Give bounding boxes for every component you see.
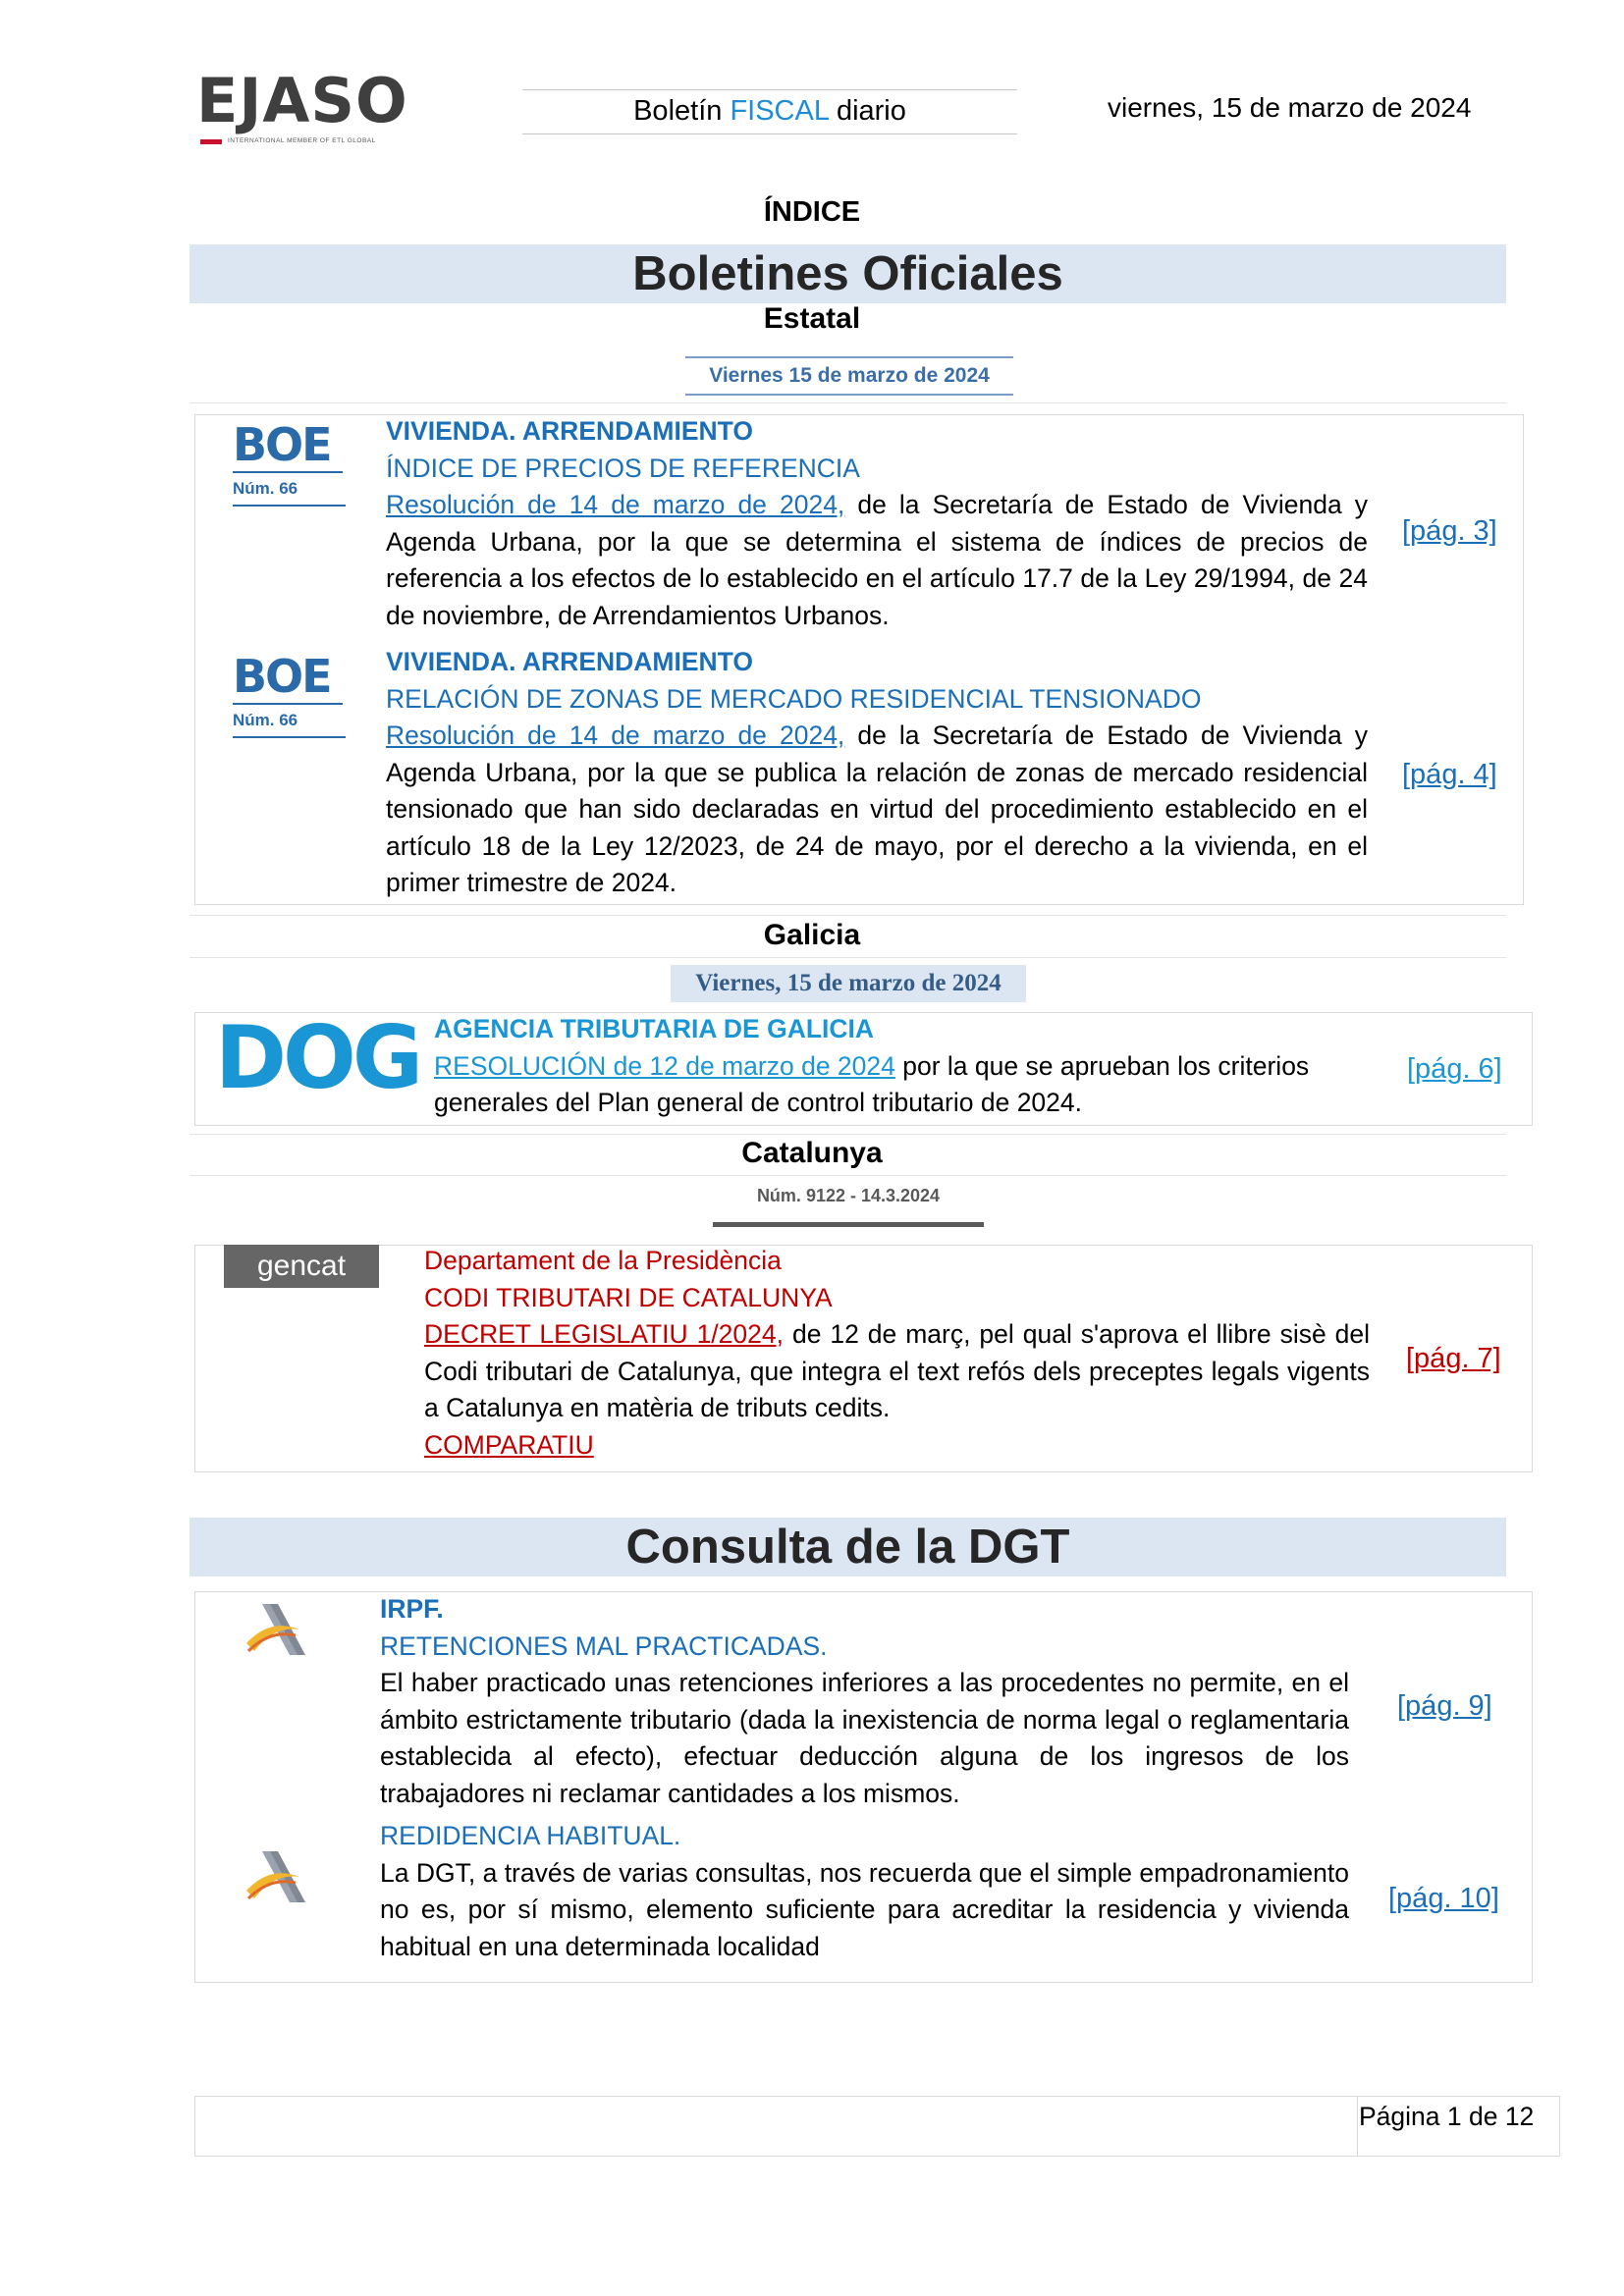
section-band-dgt: Consulta de la DGT [189, 1518, 1506, 1576]
subhead-catalunya: Catalunya [741, 1137, 883, 1169]
divider [189, 1134, 1506, 1135]
index-title: ÍNDICE [763, 196, 861, 228]
boe-number: Núm. 66 [233, 479, 346, 507]
dgt-entry-1 [380, 1591, 1349, 1812]
boe-rule [233, 703, 343, 705]
entry-link[interactable]: Resolución de 14 de marzo de 2024, [386, 721, 845, 750]
page-ref-link[interactable]: [pág. 4] [1402, 759, 1497, 790]
boe-mark: BOE [233, 650, 331, 703]
entry-category: IRPF. [380, 1594, 444, 1624]
bulletin-prefix: Boletín [633, 95, 731, 127]
footer-box [194, 2096, 1560, 2157]
entry-category: AGENCIA TRIBUTARIA DE GALICIA [434, 1014, 875, 1043]
estatal-entry-2 [386, 644, 1368, 902]
entry-subtitle: CODI TRIBUTARI DE CATALUNYA [424, 1282, 833, 1312]
header-date: viernes, 15 de marzo de 2024 [1108, 92, 1472, 123]
entry-subtitle: REDIDENCIA HABITUAL. [380, 1821, 681, 1850]
ejaso-logo [196, 65, 432, 149]
date-tab-galicia: Viernes, 15 de marzo de 2024 [671, 965, 1026, 1002]
comparativo-link[interactable]: COMPARATIU [424, 1429, 594, 1460]
entry-category: VIVIENDA. ARRENDAMIENTO [386, 647, 753, 676]
divider [189, 1175, 1506, 1176]
footer-divider [1357, 2097, 1358, 2156]
galicia-entry [434, 1011, 1357, 1122]
boe-logo [233, 652, 346, 738]
entry-body [386, 718, 1368, 902]
num-tab-bar [713, 1222, 984, 1227]
page-ref-link[interactable]: [pág. 9] [1397, 1690, 1492, 1722]
entry-body-text: de 12 de març, pel qual s'aprova el llibre sisè del Codi tributari de Catalunya, que integra el text refós dels preceptes legals vigents a Catalunya en matèria de tributs cedits. [424, 1319, 1371, 1422]
boe-mark: BOE [233, 418, 331, 471]
boe-number: Núm. 66 [233, 711, 346, 738]
entry-body: La DGT, a través de varias consultas, nos recuerda que el simple empadronamiento no es, por sí mismo, elemento suficiente para acreditar la residencia y vivienda habitual en una determinada localidad [380, 1857, 1349, 1961]
bulletin-accent: FISCAL [730, 95, 829, 127]
logo-wordmark: EJASO [196, 65, 408, 136]
section-band-boletines: Boletines Oficiales [189, 244, 1506, 303]
boe-logo [233, 420, 346, 507]
bulletin-suffix: diario [828, 95, 906, 127]
entry-body: El haber practicado unas retenciones inferiores a las procedentes no permite, en el ámbito estrictamente tributario (dada la inexistencia de norma legal o reglamentaria establecida al efecto), efectuar deducción alguna de los ingresos de los trabajadores ni reclamar cantidades a los mismos. [380, 1668, 1349, 1808]
logo-red-bar [200, 139, 222, 144]
divider [189, 957, 1506, 958]
logo-tagline: INTERNATIONAL MEMBER OF ETL GLOBAL [228, 137, 376, 144]
catalunya-entry [424, 1243, 1370, 1464]
entry-body [424, 1316, 1370, 1427]
estatal-entry-1 [386, 413, 1368, 634]
agencia-tributaria-logo-icon [241, 1847, 311, 1910]
entry-body [434, 1048, 1357, 1122]
subhead-estatal: Estatal [763, 302, 861, 335]
page-number: Página 1 de 12 [1359, 2102, 1535, 2131]
entry-link[interactable]: Resolución de 14 de marzo de 2024, [386, 490, 845, 519]
dgt-entry-2 [380, 1818, 1349, 1965]
entry-subtitle: RETENCIONES MAL PRACTICADAS. [380, 1630, 828, 1661]
divider [189, 915, 1506, 916]
entry-body-text: por la que se aprueban los criterios generales del Plan general de control tributario de 2024. [434, 1050, 1310, 1117]
bulletin-title [522, 89, 1017, 134]
agencia-tributaria-logo-icon [241, 1600, 311, 1663]
page-ref-link[interactable]: [pág. 7] [1406, 1343, 1501, 1374]
entry-link[interactable]: RESOLUCIÓN de 12 de marzo de 2024 [434, 1050, 895, 1081]
subhead-galicia: Galicia [763, 919, 861, 951]
entry-link[interactable]: DECRET LEGISLATIU 1/2024, [424, 1319, 784, 1349]
entry-department: Departament de la Presidència [424, 1246, 782, 1275]
entry-category: VIVIENDA. ARRENDAMIENTO [386, 416, 753, 446]
entry-subtitle: RELACIÓN DE ZONAS DE MERCADO RESIDENCIAL TENSIONADO [386, 683, 1202, 714]
boe-rule [233, 471, 343, 473]
entry-subtitle: ÍNDICE DE PRECIOS DE REFERENCIA [386, 453, 860, 483]
gencat-logo: gencat [224, 1245, 379, 1288]
page-ref-link[interactable]: [pág. 3] [1402, 515, 1497, 547]
entry-body-text: de la Secretaría de Estado de Vivienda y Agenda Urbana, por la que se determina el sistema de índices de precios de referencia a los efectos de lo establecido en el artículo 17.7 de la Ley 29/1994, de 24 de noviembre, de Arrendamientos Urbanos. [386, 490, 1368, 630]
divider [189, 402, 1506, 403]
entry-body [386, 487, 1368, 634]
page-ref-link[interactable]: [pág. 10] [1388, 1883, 1499, 1914]
num-tab-catalunya: Núm. 9122 - 14.3.2024 [756, 1186, 941, 1205]
date-tab-estatal: Viernes 15 de marzo de 2024 [685, 356, 1013, 396]
page-ref-link[interactable]: [pág. 6] [1407, 1053, 1502, 1085]
dog-logo: DOG [215, 1007, 420, 1108]
entry-body-text: de la Secretaría de Estado de Vivienda y Agenda Urbana, por la que se publica la relación de zonas de mercado residencial tensionado que han sido declaradas en virtud del procedimiento establecido en el artículo 18 de la Ley 12/2023, de 24 de mayo, por el derecho a la vivienda, en el primer trimestre de 2024. [386, 721, 1368, 897]
